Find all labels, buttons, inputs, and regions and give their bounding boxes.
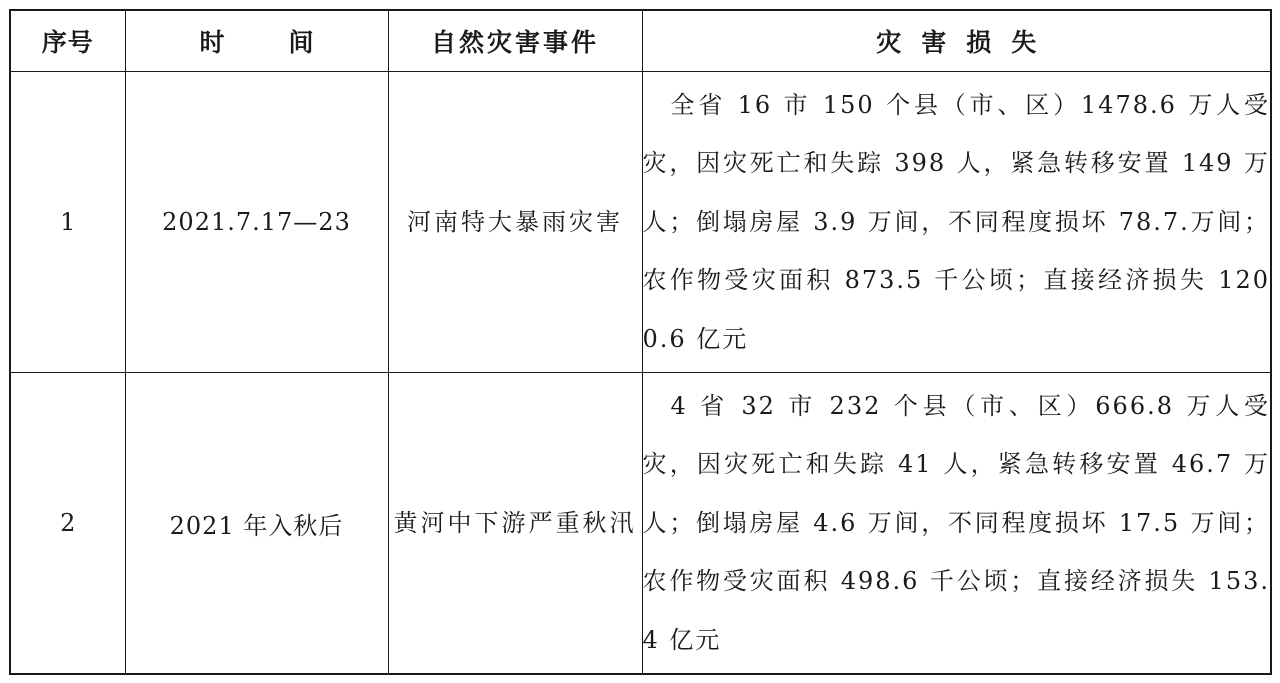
header-time: 时间 xyxy=(125,10,388,72)
cell-time: 2021.7.17—23 xyxy=(125,72,388,373)
header-seq: 序号 xyxy=(10,10,125,72)
cell-time: 2021 年入秋后 xyxy=(125,373,388,675)
cell-event: 河南特大暴雨灾害 xyxy=(388,72,642,373)
disaster-table xyxy=(9,9,1272,675)
cell-seq: 2 xyxy=(10,373,125,675)
cell-loss: 4 省 32 市 232 个县（市、区）666.8 万人受灾，因灾死亡和失踪 41 人，紧急转移安置 46.7 万人；倒塌房屋 4.6 万间，不同程度损坏 17.5 万间；农作物受灾面积 498.6 千公顷；直接经济损失 153.4 亿元 xyxy=(642,373,1271,675)
table-header-row xyxy=(10,10,1271,72)
table-row xyxy=(10,373,1271,675)
disaster-table-container xyxy=(9,9,1270,673)
cell-loss: 全省 16 市 150 个县（市、区）1478.6 万人受灾，因灾死亡和失踪 398 人，紧急转移安置 149 万人；倒塌房屋 3.9 万间，不同程度损坏 78.7.万间；农作物受灾面积 873.5 千公顷；直接经济损失 1200.6 亿元 xyxy=(642,72,1271,373)
cell-seq: 1 xyxy=(10,72,125,373)
header-loss: 灾害损失 xyxy=(642,10,1271,72)
table-row xyxy=(10,72,1271,373)
header-event: 自然灾害事件 xyxy=(388,10,642,72)
cell-event: 黄河中下游严重秋汛 xyxy=(388,373,642,675)
